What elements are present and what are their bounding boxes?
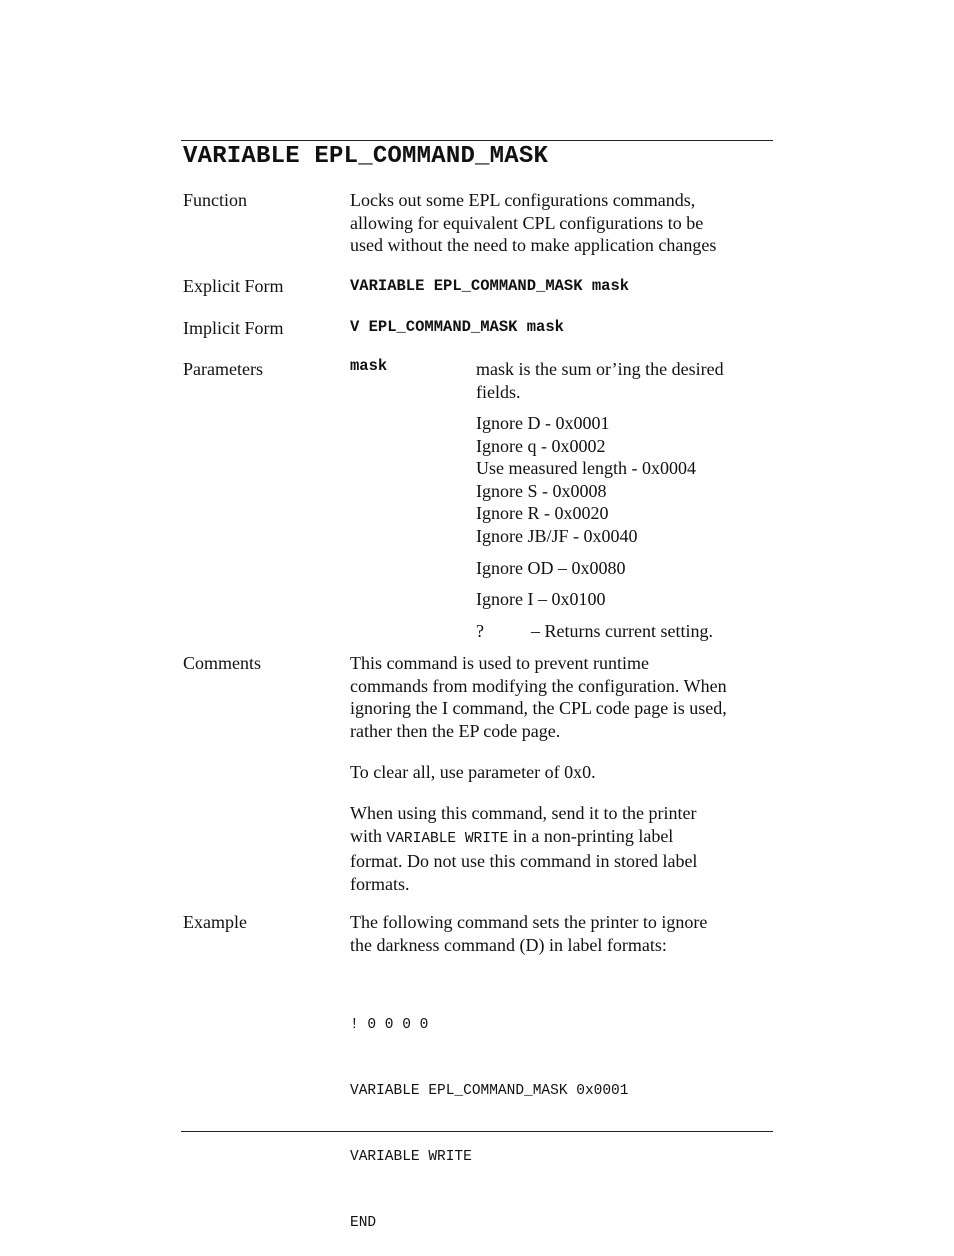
function-label: Function	[183, 190, 248, 210]
example-description	[350, 911, 782, 956]
comments-line: This command is used to prevent runtime	[350, 653, 649, 673]
query-description: – Returns current setting.	[531, 621, 713, 641]
parameter-description	[476, 358, 776, 403]
code-line: ! 0 0 0 0	[350, 1017, 429, 1033]
parameter-description-line: fields.	[476, 381, 521, 402]
function-description	[350, 189, 782, 257]
parameter-field: Ignore q - 0x0002	[476, 435, 606, 456]
parameter-field: Ignore JB/JF - 0x0040	[476, 525, 638, 546]
parameter-query-line	[476, 620, 713, 643]
example-line: The following command sets the printer to ignore	[350, 912, 708, 932]
comments-text: in a non-printing label	[508, 825, 674, 846]
parameter-field-list	[476, 412, 696, 547]
query-symbol: ?	[476, 621, 484, 641]
comments-paragraph-2: To clear all, use parameter of 0x0.	[350, 762, 596, 782]
comments-label: Comments	[183, 653, 262, 673]
comments-line: rather then the EP code page.	[350, 720, 561, 741]
parameter-field: Ignore D - 0x0001	[476, 413, 610, 433]
comments-line: formats.	[350, 873, 410, 894]
parameter-name: mask	[350, 357, 388, 375]
implicit-form-label: Implicit Form	[183, 318, 284, 338]
comments-line: When using this command, send it to the printer	[350, 803, 697, 823]
function-line: used without the need to make application changes	[350, 235, 717, 255]
comments-paragraph-3	[350, 802, 782, 895]
comments-paragraph-1	[350, 652, 782, 742]
bottom-rule	[181, 1131, 773, 1132]
comments-line	[350, 825, 782, 851]
explicit-form-label: Explicit Form	[183, 276, 284, 296]
parameters-label: Parameters	[183, 359, 263, 379]
function-line: allowing for equivalent CPL configurations to be	[350, 212, 704, 233]
comments-line: commands from modifying the configuration. When	[350, 675, 727, 696]
inline-code: VARIABLE WRITE	[386, 830, 509, 847]
parameter-field-ignore-i: Ignore I – 0x0100	[476, 589, 606, 609]
page-title: VARIABLE EPL_COMMAND_MASK	[183, 143, 549, 170]
example-label: Example	[183, 912, 247, 932]
parameter-field: Use measured length - 0x0004	[476, 458, 696, 478]
parameter-field: Ignore R - 0x0020	[476, 503, 609, 523]
example-code-block	[350, 970, 628, 1256]
function-line: Locks out some EPL configurations commands,	[350, 190, 696, 210]
comments-text: with	[350, 825, 387, 846]
code-line: VARIABLE EPL_COMMAND_MASK 0x0001	[350, 1083, 629, 1099]
comments-line: ignoring the I command, the CPL code page is used,	[350, 698, 727, 718]
parameter-field-ignore-od: Ignore OD – 0x0080	[476, 558, 626, 578]
code-line: VARIABLE WRITE	[350, 1149, 472, 1165]
top-rule	[181, 140, 773, 141]
parameter-description-line: mask is the sum or’ing the desired	[476, 359, 724, 379]
code-line: END	[350, 1215, 377, 1231]
example-line: the darkness command (D) in label formats:	[350, 934, 667, 955]
comments-line: format. Do not use this command in stored label	[350, 851, 698, 871]
parameter-field: Ignore S - 0x0008	[476, 480, 607, 501]
explicit-form-value: VARIABLE EPL_COMMAND_MASK mask	[350, 277, 630, 295]
implicit-form-value: V EPL_COMMAND_MASK mask	[350, 318, 564, 336]
